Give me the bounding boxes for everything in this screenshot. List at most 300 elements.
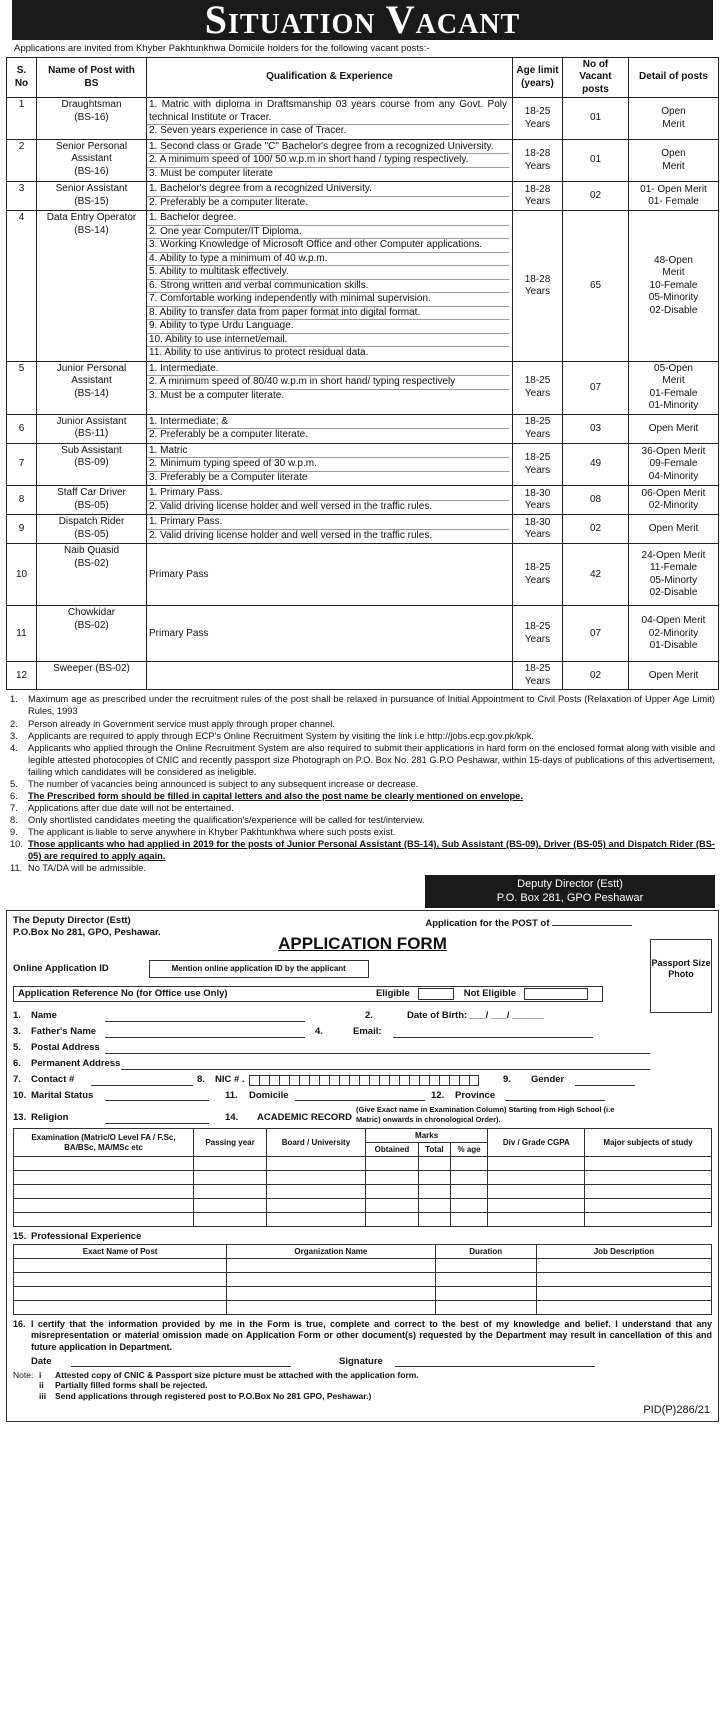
cell-qualification	[147, 98, 513, 140]
cell-post	[37, 486, 147, 515]
detail-line: Open	[661, 148, 686, 160]
gender-field[interactable]	[575, 1075, 635, 1086]
row-marital	[13, 1090, 712, 1102]
experience-header-row	[14, 1245, 712, 1259]
permanent-field[interactable]	[121, 1059, 650, 1070]
marks-percentage: % age	[450, 1143, 488, 1157]
table-row[interactable]	[14, 1259, 712, 1273]
table-row	[7, 606, 719, 662]
note-text: Applicants who applied through the Online Recruitment System are also required to submit their applications in hard form on the enclosed format along with visible and legible attested photocopies of CNIC and recently passport size Photograph on P.O. Box No. 281 G.P.O Peshawar, within 15-days of publications of this advertisement, failing which candidates will be considered as ineligible.	[28, 742, 715, 777]
qualification-line: 5. Ability to multitask effectively.	[147, 266, 509, 280]
qualification-line: Primary Pass	[149, 568, 209, 580]
table-row	[7, 211, 719, 362]
reference-label: Application Reference No (for Office use Only)	[18, 988, 228, 1000]
post-bs: (BS-05)	[74, 528, 109, 540]
qualification-line: 7. Comfortable working independently with minimal supervision.	[147, 293, 509, 307]
notes-list	[6, 690, 719, 874]
contact-field[interactable]	[91, 1075, 193, 1086]
table-row[interactable]	[14, 1213, 712, 1227]
prof-header-post: Exact Name of Post	[14, 1245, 227, 1259]
num-1: 1.	[13, 1010, 21, 1022]
application-form	[6, 910, 719, 1422]
num-13: 13.	[13, 1112, 27, 1124]
form-title: APPLICATION FORM	[278, 933, 447, 953]
cell-qualification	[147, 606, 513, 662]
cell-vacant	[563, 98, 629, 140]
header-vacant: No of Vacant posts	[563, 57, 629, 98]
vacant-count: 07	[589, 381, 602, 393]
cell-post	[37, 98, 147, 140]
row-religion	[13, 1105, 712, 1124]
banner-title: Situation Vacant	[204, 0, 521, 42]
post-bs: (BS-05)	[74, 499, 109, 511]
nic-cells[interactable]	[249, 1075, 479, 1086]
cell-age	[513, 182, 563, 211]
num-6: 6.	[13, 1057, 21, 1069]
qualification-line: 1. Intermediate.	[147, 363, 509, 377]
table-row[interactable]	[14, 1301, 712, 1315]
cell-qualification	[147, 662, 513, 690]
num-10: 10.	[13, 1089, 27, 1101]
address-row	[6, 875, 719, 909]
form-note-number: i	[39, 1369, 42, 1380]
not-eligible-box[interactable]	[524, 988, 588, 1000]
note-item	[10, 730, 715, 742]
num-4: 4.	[315, 1026, 323, 1038]
form-note-item	[13, 1380, 712, 1391]
province-field[interactable]	[505, 1090, 605, 1101]
header-detail: Detail of posts	[629, 57, 719, 98]
post-bs: (BS-02)	[74, 619, 109, 631]
cell-vacant	[563, 361, 629, 414]
num-11: 11.	[225, 1089, 238, 1101]
qualification-line: 1. Primary Pass.	[147, 516, 509, 530]
cell-qualification	[147, 486, 513, 515]
postal-label: Postal Address	[31, 1041, 100, 1053]
qualification-line: 2. Valid driving license holder and well versed in the traffic rules.	[149, 500, 433, 512]
cell-vacant	[563, 486, 629, 515]
detail-line: 01-Minority	[648, 400, 699, 412]
prof-header-job: Job Description	[536, 1245, 711, 1259]
prof-header-org: Organization Name	[227, 1245, 435, 1259]
post-name: Senior Assistant	[55, 183, 128, 195]
domicile-field[interactable]	[295, 1090, 425, 1101]
post-name: Junior Assistant	[56, 415, 127, 427]
post-bs: (BS-02)	[74, 557, 109, 569]
note-item	[10, 778, 715, 790]
note-text: Only shortlisted candidates meeting the qualification's/experience will be called for test/interview.	[28, 815, 425, 826]
note-item	[10, 814, 715, 826]
table-row	[7, 515, 719, 544]
cell-detail	[629, 361, 719, 414]
address-box	[425, 875, 715, 909]
cell-age	[513, 361, 563, 414]
form-notes	[13, 1370, 712, 1402]
marital-field[interactable]	[105, 1090, 209, 1101]
nic-label: NIC # .	[215, 1073, 245, 1085]
table-row[interactable]	[14, 1171, 712, 1185]
table-row[interactable]	[14, 1287, 712, 1301]
detail-line: Merit	[662, 375, 685, 387]
cell-age	[513, 443, 563, 486]
note-item	[10, 742, 715, 778]
cell-vacant	[563, 662, 629, 690]
permanent-label: Permanent Address	[31, 1057, 121, 1069]
vacant-count: 65	[589, 279, 602, 291]
cell-detail	[629, 606, 719, 662]
reference-row	[13, 986, 603, 1002]
detail-line: Open Merit	[648, 422, 699, 434]
cell-detail	[629, 486, 719, 515]
qualification-line: 6. Strong written and verbal communication skills.	[147, 280, 509, 294]
religion-field[interactable]	[105, 1113, 209, 1124]
table-row[interactable]	[14, 1185, 712, 1199]
detail-line: 02-Minority	[648, 500, 699, 512]
cell-post	[37, 606, 147, 662]
form-note-number: iii	[39, 1390, 47, 1401]
email-field[interactable]	[393, 1027, 593, 1038]
qualification-line: 2. One year Computer/IT Diploma.	[147, 226, 509, 240]
detail-line: 09-Female	[649, 458, 698, 470]
age-text: 18-25 Years	[524, 562, 551, 586]
vacant-count: 02	[589, 669, 602, 681]
cell-age	[513, 139, 563, 182]
table-row	[7, 544, 719, 606]
vacant-count: 49	[589, 458, 602, 470]
date-field[interactable]	[71, 1356, 291, 1367]
qualification-line: 1. Matric	[147, 445, 509, 459]
qualification-line: 3. Preferably be a Computer literate	[149, 471, 308, 483]
acad-header-board: Board / University	[267, 1129, 366, 1157]
header-age: Age limit (years)	[513, 57, 563, 98]
eligible-label: Eligible	[375, 988, 410, 1000]
academic-header-row	[14, 1129, 712, 1143]
cell-sno	[7, 182, 37, 211]
cell-detail	[629, 211, 719, 362]
cell-vacant	[563, 414, 629, 443]
cell-age	[513, 606, 563, 662]
cell-sno	[7, 98, 37, 140]
note-label: Note:	[13, 1369, 34, 1380]
num-14: 14.	[225, 1112, 239, 1124]
cell-vacant	[563, 515, 629, 544]
cell-vacant	[563, 443, 629, 486]
note-text: The applicant is liable to serve anywhere in Khyber Pakhtunkhwa where such posts exist.	[28, 827, 396, 838]
cell-post	[37, 544, 147, 606]
qualification-line: 1. Bachelor's degree from a recognized University.	[147, 183, 509, 197]
qualification-line: 1. Matric with diploma in Draftsmanship 03 years course from any Govt. Poly technical Institute or Tracer.	[147, 99, 509, 125]
cell-sno	[7, 606, 37, 662]
age-text: 18-30 Years	[524, 516, 551, 541]
prof-heading-row	[13, 1231, 712, 1243]
note-text: Applicants are required to apply through ECP's Online Recruitment System by visiting the link i.e http://jobs.ecp.gov.pk/kpk.	[28, 730, 534, 741]
cell-post	[37, 515, 147, 544]
post-bs: (BS-09)	[74, 457, 109, 469]
qualification-line: 2. Seven years experience in case of Tracer.	[149, 125, 347, 137]
prof-label: Professional Experience	[31, 1231, 142, 1243]
row-contact	[13, 1074, 712, 1086]
address-line-1: Deputy Director (Estt)	[517, 877, 623, 890]
num-16: 16.	[13, 1319, 26, 1330]
note-number: 1.	[10, 694, 18, 705]
cell-post	[37, 211, 147, 362]
detail-line: Open Merit	[648, 523, 699, 535]
post-bs: (BS-16)	[74, 165, 109, 177]
note-text: Applications after due date will not be entertained.	[28, 803, 234, 814]
cell-sno	[7, 544, 37, 606]
academic-label: ACADEMIC RECORD	[257, 1112, 352, 1124]
age-text: 18-25 Years	[524, 452, 551, 476]
detail-line: 04-Minority	[648, 470, 699, 482]
post-name: Dispatch Rider	[58, 516, 125, 528]
signature-field[interactable]	[395, 1356, 595, 1367]
cell-qualification	[147, 182, 513, 211]
vacancy-table-body	[7, 98, 719, 690]
table-row[interactable]	[14, 1199, 712, 1213]
qualification-line: 1. Primary Pass.	[147, 487, 509, 501]
qualification-line: 3. Must be a computer literate.	[149, 389, 285, 401]
post-name: Sweeper (BS-02)	[53, 663, 130, 675]
qualification-line: 2. Valid driving license holder and well versed in the traffic rules.	[149, 529, 433, 541]
cell-detail	[629, 98, 719, 140]
cell-age	[513, 98, 563, 140]
detail-line: 04-Open Merit	[641, 615, 706, 627]
table-row	[7, 139, 719, 182]
qualification-line: 11. Ability to use antivirus to protect residual data.	[149, 347, 369, 359]
contact-label: Contact #	[31, 1073, 75, 1085]
detail-line: 01- Female	[648, 196, 699, 208]
cell-sno	[7, 361, 37, 414]
address-line-2: P.O. Box 281, GPO Peshawar	[496, 892, 644, 905]
age-text: 18-28 Years	[524, 273, 551, 298]
post-name: Junior Personal Assistant	[56, 362, 127, 387]
qualification-line: 3. Must be computer literate	[149, 167, 273, 179]
sno-text: 12	[15, 669, 28, 681]
cell-post	[37, 182, 147, 211]
age-text: 18-25 Years	[524, 416, 551, 440]
cell-qualification	[147, 414, 513, 443]
qualification-line: 10. Ability to use internet/email.	[147, 334, 509, 348]
cell-detail	[629, 182, 719, 211]
pid-code: PID(P)286/21	[643, 1404, 710, 1417]
num-9: 9.	[503, 1073, 511, 1085]
cell-sno	[7, 139, 37, 182]
table-row	[7, 182, 719, 211]
note-text: Person already in Government service must apply through proper channel.	[28, 718, 335, 729]
postal-field[interactable]	[105, 1043, 650, 1054]
detail-line: Open Merit	[648, 669, 699, 681]
vacant-count: 07	[589, 627, 602, 639]
detail-line: 10-Female	[649, 279, 698, 291]
cell-vacant	[563, 606, 629, 662]
cell-vacant	[563, 544, 629, 606]
header-sno: S. No	[7, 57, 37, 98]
cell-sno	[7, 211, 37, 362]
vacant-count: 08	[589, 494, 602, 506]
table-row	[7, 486, 719, 515]
num-8: 8.	[197, 1073, 205, 1085]
sno-text: 1	[18, 99, 25, 111]
post-bs: (BS-11)	[74, 428, 109, 440]
note-text: Those applicants who had applied in 2019 for the posts of Junior Personal Assistant (BS-14), Sub Assistant (BS-09), Driver (BS-05) and Dispatch Rider (BS-05) are required to apply again.	[28, 839, 715, 862]
name-label: Name	[31, 1010, 57, 1022]
cell-qualification	[147, 139, 513, 182]
passport-photo-box[interactable]: Passport Size Photo	[650, 939, 712, 1013]
acad-header-exam: Examination (Matric/O Level FA / F.Sc, BA/BSc, MA/MSc etc	[14, 1129, 194, 1157]
detail-line: 06-Open Merit	[641, 487, 706, 499]
age-text: 18-28 Years	[524, 183, 551, 208]
sno-text: 7	[18, 458, 25, 470]
row-father	[13, 1026, 712, 1038]
detail-line: Open	[661, 106, 686, 118]
signature-label: Signature	[339, 1355, 383, 1367]
cell-qualification	[147, 211, 513, 362]
sno-text: 11	[16, 627, 27, 639]
declaration-row	[13, 1319, 712, 1353]
note-item	[10, 838, 715, 862]
cell-age	[513, 544, 563, 606]
qualification-line: 2. Preferably be a computer literate.	[149, 196, 308, 208]
sno-text: 3	[18, 183, 25, 195]
date-label: Date	[31, 1355, 52, 1367]
age-text: 18-30 Years	[524, 487, 551, 512]
vacant-count: 01	[589, 154, 602, 166]
note-number: 4.	[10, 742, 18, 753]
gender-label: Gender	[531, 1073, 565, 1085]
detail-line: 11-Female	[649, 562, 698, 574]
note-text: The Prescribed form should be filled in capital letters and also the post name be clearly mentioned on envelope.	[28, 791, 523, 801]
cell-post	[37, 361, 147, 414]
cell-post	[37, 443, 147, 486]
signature-row	[13, 1356, 712, 1368]
cell-vacant	[563, 211, 629, 362]
note-text: The number of vacancies being announced is subject to any subsequent increase or decrease.	[28, 778, 419, 789]
not-eligible-label: Not Eligible	[463, 988, 516, 1000]
post-bs: (BS-15)	[74, 195, 109, 207]
note-number: 7.	[10, 803, 18, 814]
cell-age	[513, 211, 563, 362]
detail-line: 05-Open	[654, 362, 693, 374]
num-5: 5.	[13, 1041, 21, 1053]
detail-line: 24-Open Merit	[641, 549, 706, 561]
detail-line: Merit	[662, 267, 685, 279]
table-row	[7, 662, 719, 690]
cell-sno	[7, 662, 37, 690]
age-text: 18-25 Years	[524, 621, 551, 645]
row-permanent	[13, 1058, 712, 1070]
note-number: 5.	[10, 778, 18, 789]
cell-post	[37, 139, 147, 182]
cell-qualification	[147, 544, 513, 606]
sno-text: 2	[18, 140, 25, 152]
note-text: Maximum age as prescribed under the recruitment rules of the post shall be relaxed in pursuance of Initial Appointment to Civil Posts (Relaxation of Upper Age Limit) Rules, 1993	[28, 694, 715, 717]
note-item	[10, 693, 715, 717]
table-row	[7, 443, 719, 486]
age-text: 18-25 Years	[524, 375, 551, 399]
form-note-item	[13, 1370, 712, 1381]
online-id-label: Online Application ID	[13, 963, 109, 975]
qualification-line: Primary Pass	[149, 627, 209, 639]
online-id-row	[13, 960, 712, 978]
sno-text: 5	[18, 362, 25, 374]
cell-sno	[7, 414, 37, 443]
marks-total: Total	[419, 1143, 451, 1157]
eligible-box[interactable]	[418, 988, 454, 1000]
domicile-label: Domicile	[249, 1089, 289, 1101]
header-qualification: Qualification & Experience	[147, 57, 513, 98]
age-text: 18-25 Years	[524, 663, 551, 687]
cell-age	[513, 662, 563, 690]
name-field[interactable]	[105, 1011, 305, 1022]
email-label: Email:	[353, 1026, 382, 1038]
cell-qualification	[147, 515, 513, 544]
prof-header-duration: Duration	[435, 1245, 536, 1259]
note-number: 3.	[10, 730, 18, 741]
note-text: No TA/DA will be admissible.	[28, 863, 146, 874]
cell-detail	[629, 414, 719, 443]
cell-detail	[629, 544, 719, 606]
cell-post	[37, 414, 147, 443]
num-15: 15.	[13, 1231, 27, 1243]
post-name: Draughtsman	[61, 99, 122, 111]
note-item	[10, 802, 715, 814]
post-bs: (BS-14)	[74, 387, 109, 399]
online-id-box[interactable]: Mention online application ID by the applicant	[149, 960, 369, 978]
detail-line: 48-Open	[654, 254, 693, 266]
post-name: Naib Quasid	[63, 545, 120, 557]
header-post: Name of Post with BS	[37, 57, 147, 98]
qualification-line: 1. Bachelor degree.	[147, 212, 509, 226]
father-field[interactable]	[105, 1027, 305, 1038]
post-of-field[interactable]	[552, 915, 632, 926]
cell-age	[513, 486, 563, 515]
table-row[interactable]	[14, 1157, 712, 1171]
qualification-line: 1. Second class or Grade "C" Bachelor's degree from a recognized University.	[147, 141, 509, 155]
detail-line: 01-Disable	[649, 640, 698, 652]
post-name: Senior Personal Assistant	[55, 140, 128, 165]
qualification-line: 3. Working Knowledge of Microsoft Office and other Computer applications.	[147, 239, 509, 253]
num-3: 3.	[13, 1026, 21, 1038]
note-number: 10.	[10, 839, 23, 850]
form-note-text: Partially filled forms shall be rejected.	[55, 1380, 208, 1391]
detail-line: 01- Open Merit	[640, 183, 707, 195]
row-name	[13, 1010, 712, 1022]
detail-line: 36-Open Merit	[641, 445, 706, 457]
sno-text: 9	[18, 523, 25, 535]
acad-header-year: Passing year	[194, 1129, 267, 1157]
experience-table	[13, 1244, 712, 1315]
acad-header-subjects: Major subjects of study	[585, 1129, 712, 1157]
declaration-text: I certify that the information provided by me in the Form is true, complete and correct to the best of my knowledge and belief. I understand that any misrepresentation or material omission made on Application Form or other document(s) requested by the Department may result in cancellation of this and future application in Department.	[31, 1319, 712, 1352]
detail-line: 05-Minorty	[649, 574, 698, 586]
cell-sno	[7, 515, 37, 544]
cell-detail	[629, 443, 719, 486]
detail-line: Merit	[662, 118, 685, 130]
note-item	[10, 862, 715, 874]
qualification-line: 2. A minimum speed of 80/40 w.p.m in short hand/ typing respectively	[147, 376, 509, 390]
table-header-row	[7, 57, 719, 98]
intro-text: Applications are invited from Khyber Pakhtunkhwa Domicile holders for the following vacant posts:-	[14, 43, 430, 54]
marks-obtained: Obtained	[365, 1143, 418, 1157]
vacant-count: 02	[589, 523, 602, 535]
table-row[interactable]	[14, 1273, 712, 1287]
dob-field[interactable]: Date of Birth: ___/ ___/ ______	[407, 1010, 544, 1022]
sno-text: 8	[18, 494, 25, 506]
academic-table	[13, 1128, 712, 1227]
form-note-item	[13, 1391, 712, 1402]
cell-detail	[629, 515, 719, 544]
qualification-line: 2. Minimum typing speed of 30 w.p.m.	[147, 458, 509, 472]
